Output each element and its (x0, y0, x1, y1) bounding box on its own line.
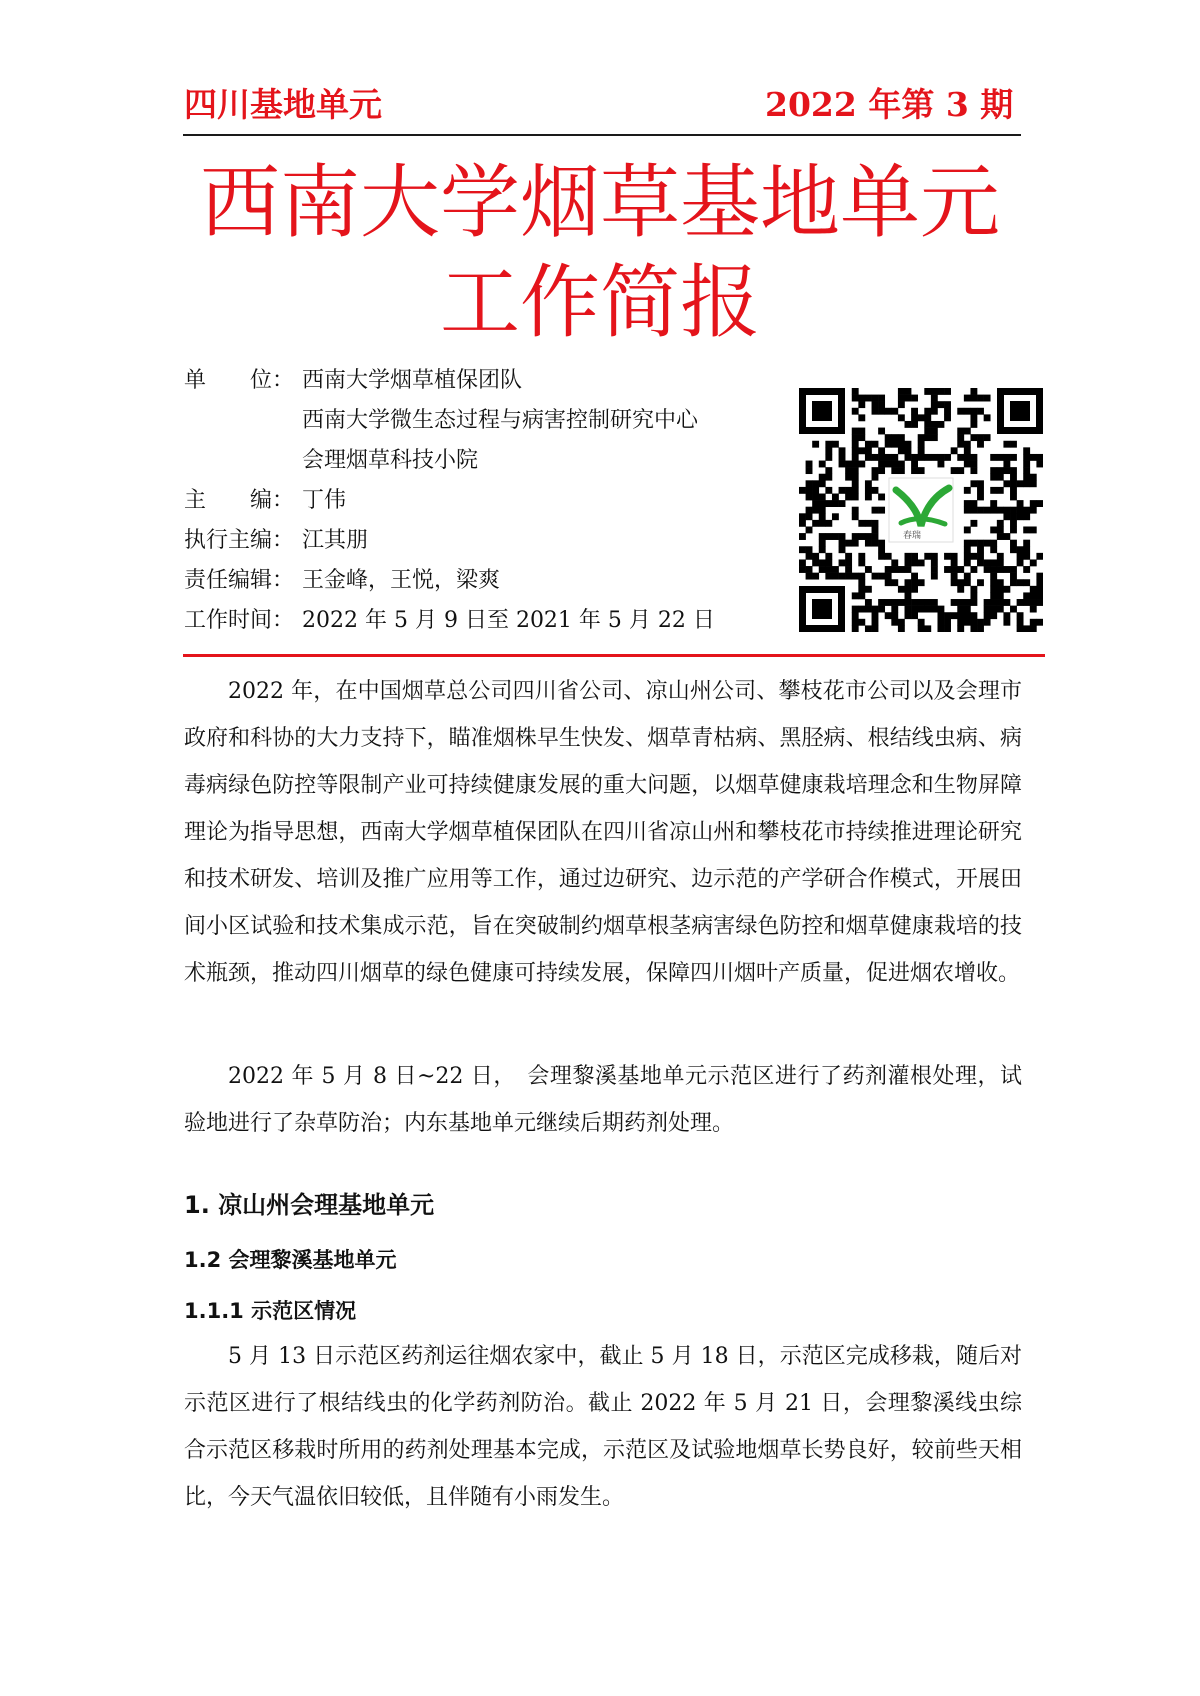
qr-finder-top-right (997, 388, 1043, 434)
qr-logo (889, 478, 953, 542)
meta-row-work-period (184, 606, 715, 636)
red-divider (183, 654, 1045, 657)
meta-value: 西南大学微生态过程与病害控制研究中心 (302, 408, 699, 433)
intro-paragraph: 2022 年，在中国烟草总公司四川省公司、凉山州公司、攀枝花市公司以及会理市政府和科协的大力支持下，瞄准烟株早生快发、烟草青枯病、黑胫病、根结线虫病、病毒病绿色防控等限制产业可持续健康发展的重大问题，以烟草健康栽培理念和生物屏障理论为指导思想，西南大学烟草植保团队在四川省凉山州和攀枝花市持续推进理论研究和技术研发、培训及推广应用等工作，通过边研究、边示范的产学研合作模式，开展田间小区试验和技术集成示范，旨在突破制约烟草根茎病害绿色防控和烟草健康栽培的技术瓶颈，推动四川烟草的绿色健康可持续发展，保障四川烟叶产质量，促进烟农增收。 (184, 679, 1022, 986)
meta-row-editors (184, 566, 500, 596)
meta-row-chief-editor (184, 486, 346, 516)
meta-label: 执行主编： (184, 528, 295, 553)
qr-logo-text: 春瑞 (903, 531, 922, 541)
report-title-line2: 工作简报 (440, 256, 760, 349)
section-heading-1-2: 1.2 会理黎溪基地单元 (184, 1248, 397, 1272)
meta-value: 2022 年 5 月 9 日至 2021 年 5 月 22 日 (302, 608, 715, 633)
meta-label: 单 位： (184, 368, 295, 393)
meta-label: 责任编辑： (184, 568, 295, 593)
meta-value: 江其朋 (302, 528, 369, 553)
meta-value: 王金峰，王悦，梁爽 (302, 568, 501, 593)
meta-row-unit (184, 366, 522, 396)
demo-area-paragraph: 5 月 13 日示范区药剂运往烟农家中，截止 5 月 18 日，示范区完成移栽，随后对示范区进行了根结线虫的化学药剂防治。截止 2022 年 5 月 21 日，会理黎溪线虫综合示范区移栽时所用的药剂处理基本完成，示范区及试验地烟草长势良好，较前些天相比，今天气温依旧较低，且伴随有小雨发生。 (184, 1344, 1022, 1510)
qr-code (799, 388, 1043, 632)
report-title-line1: 西南大学烟草基地单元 (200, 156, 1000, 249)
meta-value: 西南大学烟草植保团队 (302, 368, 523, 393)
meta-row-unit-3 (184, 446, 478, 476)
meta-label: 工作时间： (184, 608, 295, 633)
section-heading-1-1-1: 1.1.1 示范区情况 (184, 1299, 357, 1323)
header-divider (183, 134, 1021, 136)
meta-value: 会理烟草科技小院 (302, 448, 479, 473)
qr-finder-top-left (799, 388, 845, 434)
header-issue: 2022 年第 3 期 (765, 85, 1014, 124)
qr-finder-bottom-left (799, 586, 845, 632)
meta-label: 主 编： (184, 488, 295, 513)
meta-value: 丁伟 (302, 488, 347, 513)
meta-row-executive-editor (184, 526, 368, 556)
header-unit: 四川基地单元 (184, 85, 382, 124)
section-heading-1: 1. 凉山州会理基地单元 (184, 1191, 435, 1219)
meta-row-unit-2 (184, 406, 698, 436)
summary-paragraph: 2022 年 5 月 8 日~22 日， 会理黎溪基地单元示范区进行了药剂灌根处理，试验地进行了杂草防治；内东基地单元继续后期药剂处理。 (184, 1064, 1022, 1136)
